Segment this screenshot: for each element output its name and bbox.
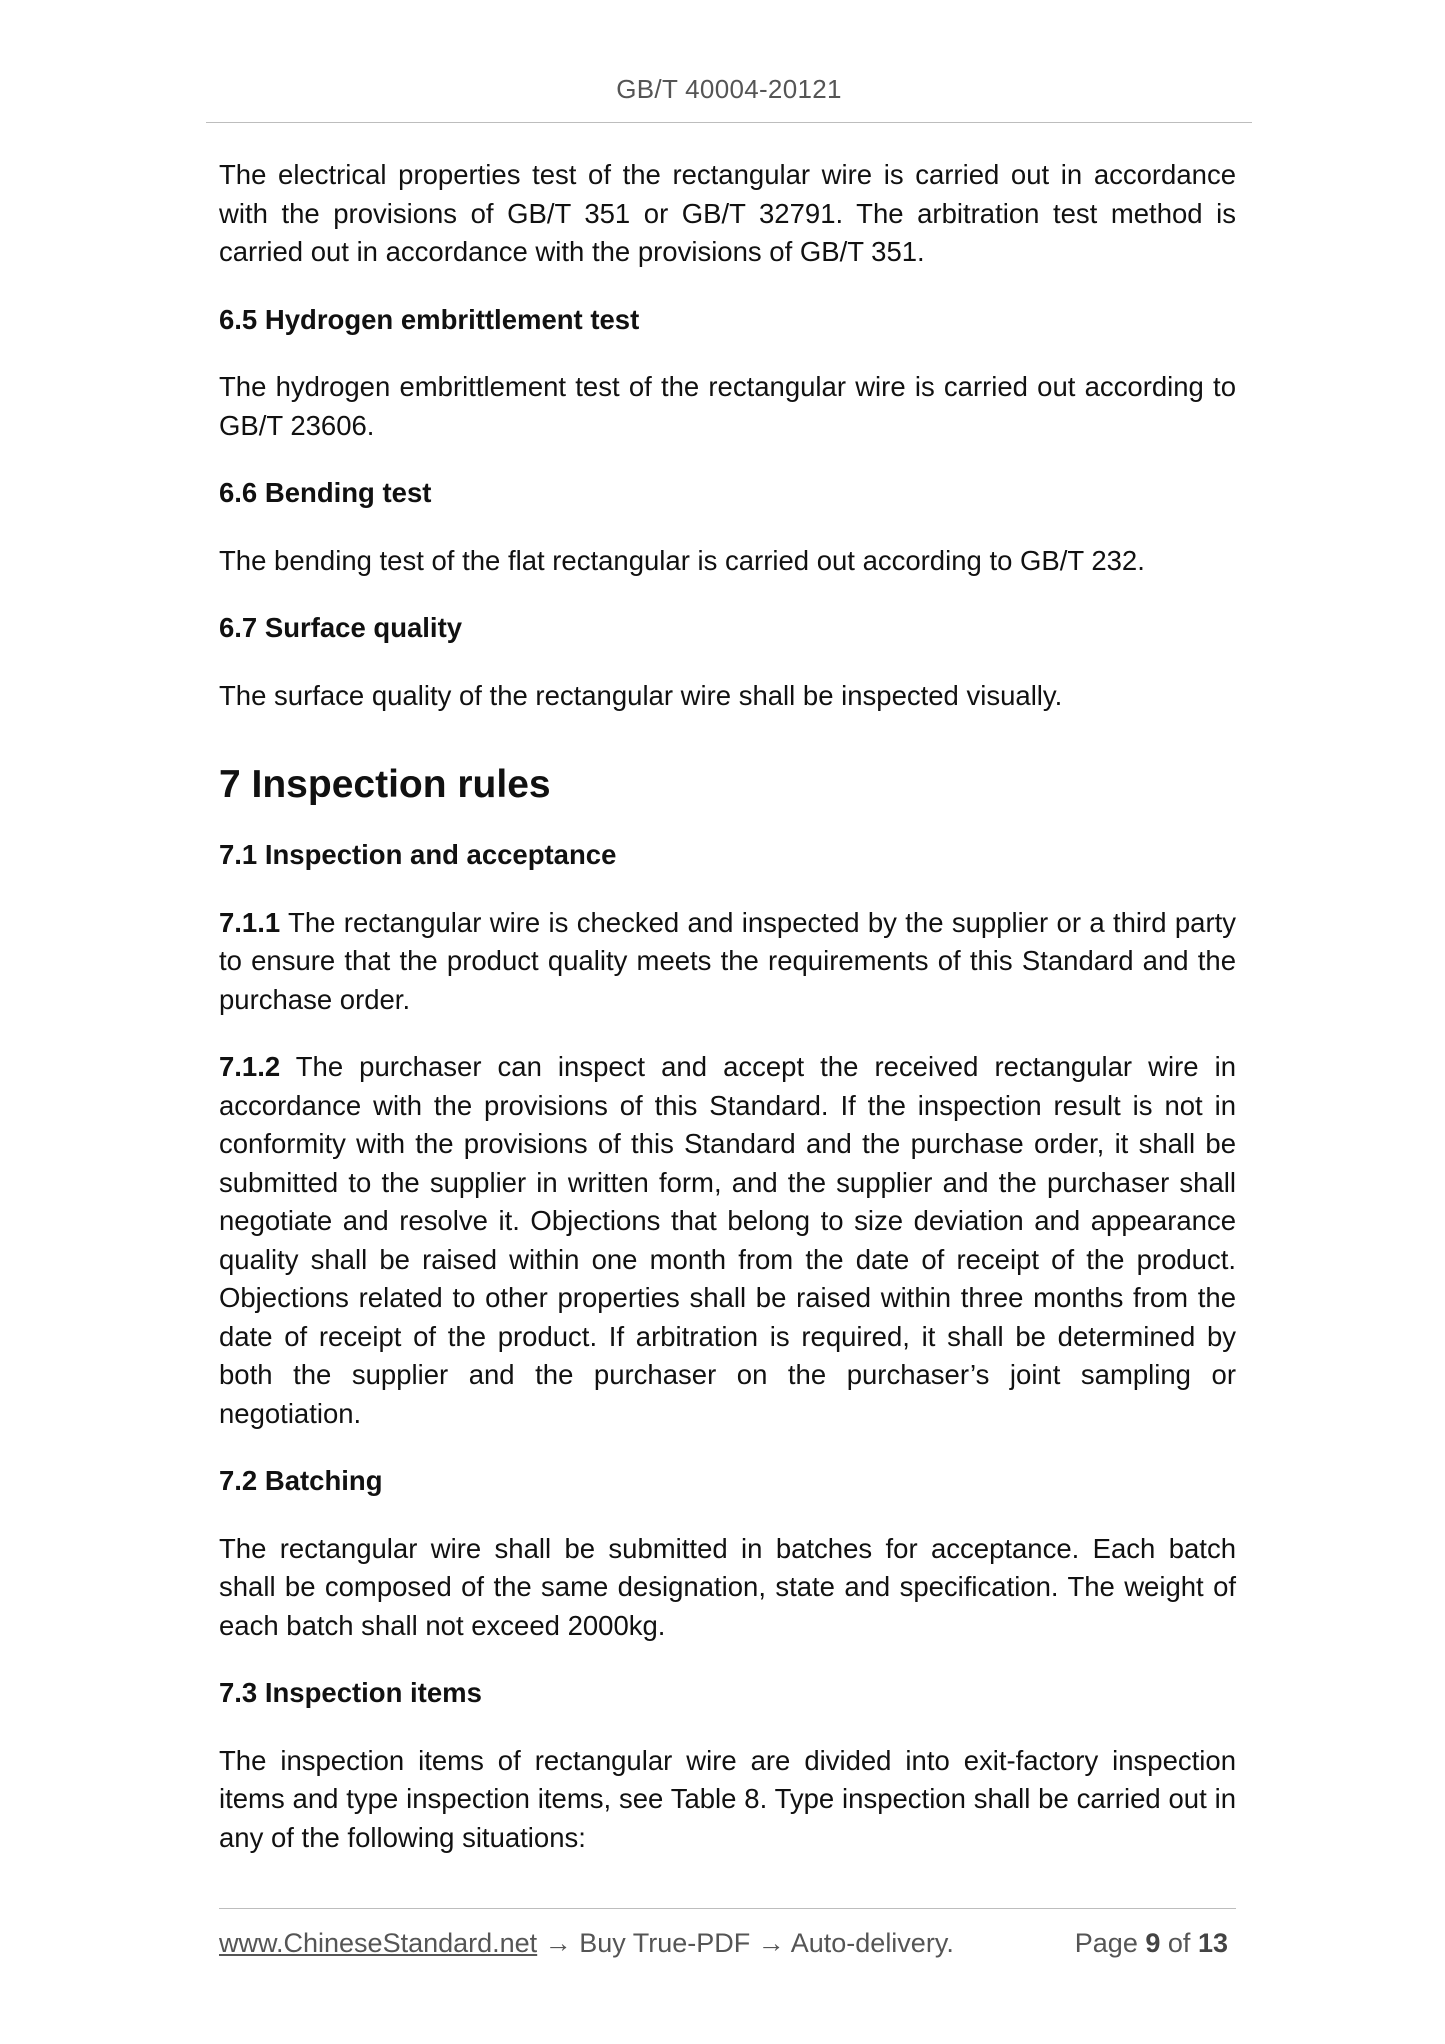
clause-number: 7.1.2 bbox=[219, 1051, 281, 1082]
footer-tagline: → Buy True-PDF → Auto-delivery. bbox=[537, 1928, 954, 1958]
paragraph-6-7: The surface quality of the rectangular wire shall be inspected visually. bbox=[219, 679, 1063, 711]
page-header: GB/T 40004-20121 bbox=[616, 74, 842, 104]
heading-6-7: 6.7 Surface quality bbox=[219, 612, 463, 643]
page-footer bbox=[219, 1928, 1236, 1959]
footer-divider bbox=[219, 1908, 1236, 1909]
header-divider bbox=[206, 122, 1252, 123]
document-body bbox=[219, 156, 1236, 1857]
heading-7: 7 Inspection rules bbox=[219, 763, 551, 806]
page-of: of bbox=[1167, 1928, 1191, 1958]
paragraph-7-3: The inspection items of rectangular wire are divided into exit-factory inspection items and type inspection items, see Table 8. Type inspection shall be carried out in any of the following situations: bbox=[219, 1744, 1236, 1853]
heading-6-5: 6.5 Hydrogen embrittlement test bbox=[219, 303, 640, 335]
page-current: 9 bbox=[1145, 1928, 1161, 1958]
heading-6-6: 6.6 Bending test bbox=[219, 477, 432, 508]
clause-7-1-2 bbox=[219, 1048, 1236, 1433]
paragraph-7-2: The rectangular wire shall be submitted in batches for acceptance. Each batch shall be composed of the same designation, state and specification. The weight of each batch shall not exceed 2000kg. bbox=[219, 1532, 1236, 1641]
clause-7-1-1 bbox=[219, 904, 1236, 1020]
page-label: Page bbox=[1074, 1928, 1138, 1958]
paragraph-6-6: The bending test of the flat rectangular is carried out according to GB/T 232. bbox=[219, 544, 1145, 576]
clause-number: 7.1.1 bbox=[219, 906, 281, 938]
website-link[interactable]: www.ChineseStandard.net bbox=[219, 1928, 538, 1958]
paragraph-electrical-test: The electrical properties test of the rectangular wire is carried out in accordance with the provisions of GB/T 351 or GB/T 32791. The arbitration test method is carried out in accordance with the provisions of GB/T 351. bbox=[219, 159, 1236, 267]
clause-text: The rectangular wire is checked and inspected by the supplier or a third party to ensure that the product quality meets the requirements of this Standard and the purchase order. bbox=[219, 906, 1236, 1015]
paragraph-6-5: The hydrogen embrittlement test of the rectangular wire is carried out according to GB/T 23606. bbox=[219, 371, 1236, 441]
page-total: 13 bbox=[1197, 1928, 1228, 1958]
heading-7-3: 7.3 Inspection items bbox=[219, 1677, 482, 1708]
heading-7-2: 7.2 Batching bbox=[219, 1465, 383, 1496]
heading-7-1: 7.1 Inspection and acceptance bbox=[219, 839, 617, 870]
clause-text: The purchaser can inspect and accept the received rectangular wire in accordance with the provisions of this Standard. If the inspection result is not in conformity with the provisions of this Standard and the purchase order, it shall be submitted to the supplier in written form, and the supplier and the purchaser shall negotiate and resolve it. Objections that belong to size deviation and appearance quality shall be raised within one month from the date of receipt of the product. Objections related to other properties shall be raised within three months from the date of receipt of the product. If arbitration is required, it shall be determined by both the supplier and the purchaser on the purchaser’s joint sampling or negotiation. bbox=[219, 1051, 1236, 1429]
page-number bbox=[1075, 1928, 1228, 1959]
